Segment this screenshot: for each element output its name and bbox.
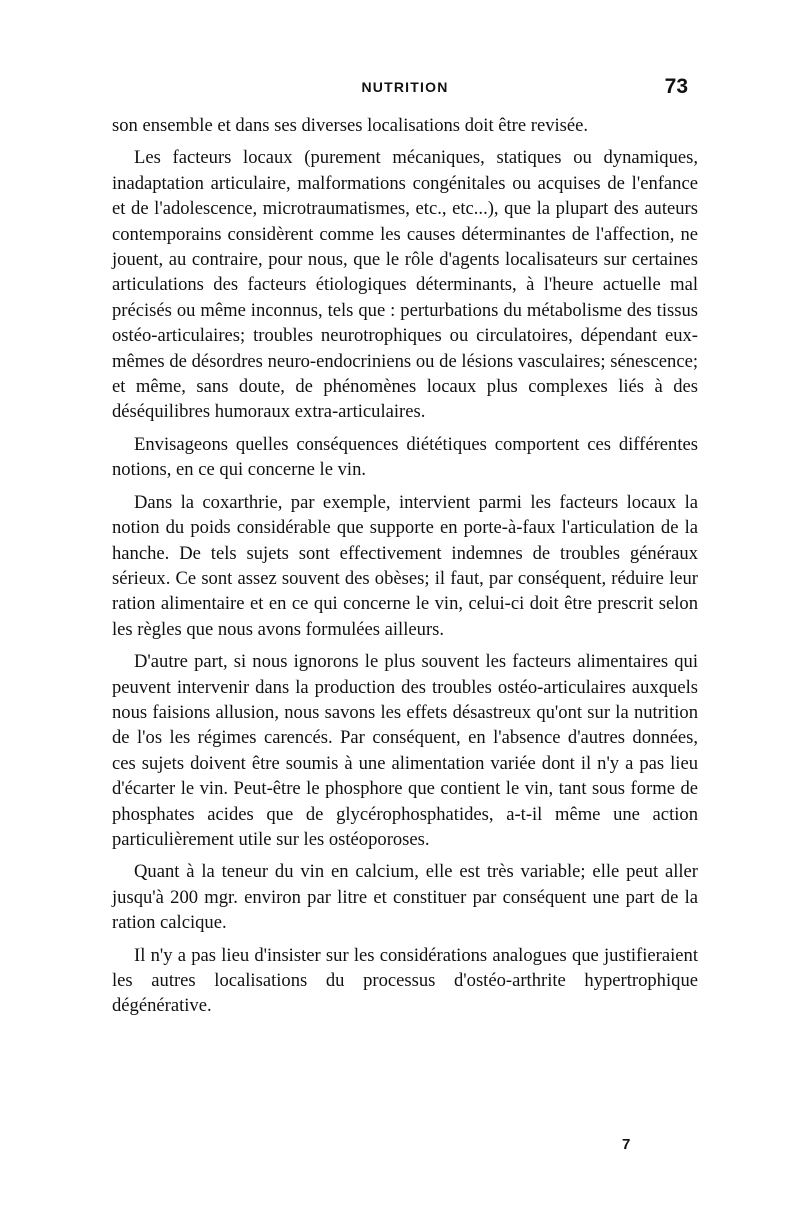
running-title: NUTRITION xyxy=(361,79,449,95)
paragraph-coxarthrie: Dans la coxarthrie, par exemple, intervient parmi les facteurs locaux la notion du poids considérable que supporte en porte-à-faux l'articulation de la hanche. De tels sujets sont effectivement indemnes de troubles généraux sérieux. Ce sont assez souvent des obèses; il faut, par conséquent, réduire leur ration alimentaire et en ce qui concerne le vin, celui-ci doit être prescrit selon les règles que nous avons formulées ailleurs. xyxy=(112,491,698,640)
running-header xyxy=(110,77,700,101)
paragraph-calcium: Quant à la teneur du vin en calcium, elle est très variable; elle peut aller jusqu'à 200 mgr. environ par litre et constituer par conséquent une part de la ration calcique. xyxy=(112,861,698,934)
paragraph-dietary-factors: D'autre part, si nous ignorons le plus souvent les facteurs alimentaires qui peuvent intervenir dans la production des troubles ostéo-articulaires auxquels nous faisions allusion, nous savons les effets désastreux qu'ont sur la nutrition de l'os les régimes carencés. Par conséquent, en l'absence d'autres données, ces sujets doivent être soumis à une alimentation variée dont il n'y a pas lieu d'écarter le vin. Peut-être le phosphore que contient le vin, tant sous forme de phosphates acides que de glycérophosphatides, a-t-il même une action particulièrement utile sur les ostéoporoses. xyxy=(112,651,698,850)
body-text xyxy=(112,113,698,1026)
page-number: 73 xyxy=(664,75,688,98)
paragraph-local-factors: Les facteurs locaux (purement mécaniques, statiques ou dynamiques, inadaptation articulaire, malformations congénitales ou acquises de l'enfance et de l'adolescence, microtraumatismes, etc., etc...), que la plupart des auteurs contemporains considèrent comme les causes déterminantes de l'affection, ne jouent, au contraire, pour nous, que le rôle d'agents localisateurs sur certaines articulations des facteurs étiologiques déterminants, à l'heure actuelle mal précisés ou même inconnus, tels que : perturbations du métabolisme des tissus ostéo-articulaires; troubles neurotrophiques ou circulatoires, dépendant eux-mêmes de désordres neuro-endocriniens ou de lésions vasculaires; sénescence; et même, sans doute, de phénomènes locaux plus complexes liés à des déséquilibres humoraux extra-articulaires. xyxy=(112,147,698,423)
paragraph-other-localisations: Il n'y a pas lieu d'insister sur les considérations analogues que justifieraient les autres localisations du processus d'ostéo-arthrite hypertrophique dégénérative. xyxy=(112,944,698,1017)
paragraph-continued: son ensemble et dans ses diverses localisations doit être revisée. xyxy=(112,115,589,136)
paragraph-dietetic-consequences: Envisageons quelles conséquences diététiques comportent ces différentes notions, en ce qui concerne le vin. xyxy=(112,433,698,481)
signature-mark: 7 xyxy=(622,1136,631,1153)
